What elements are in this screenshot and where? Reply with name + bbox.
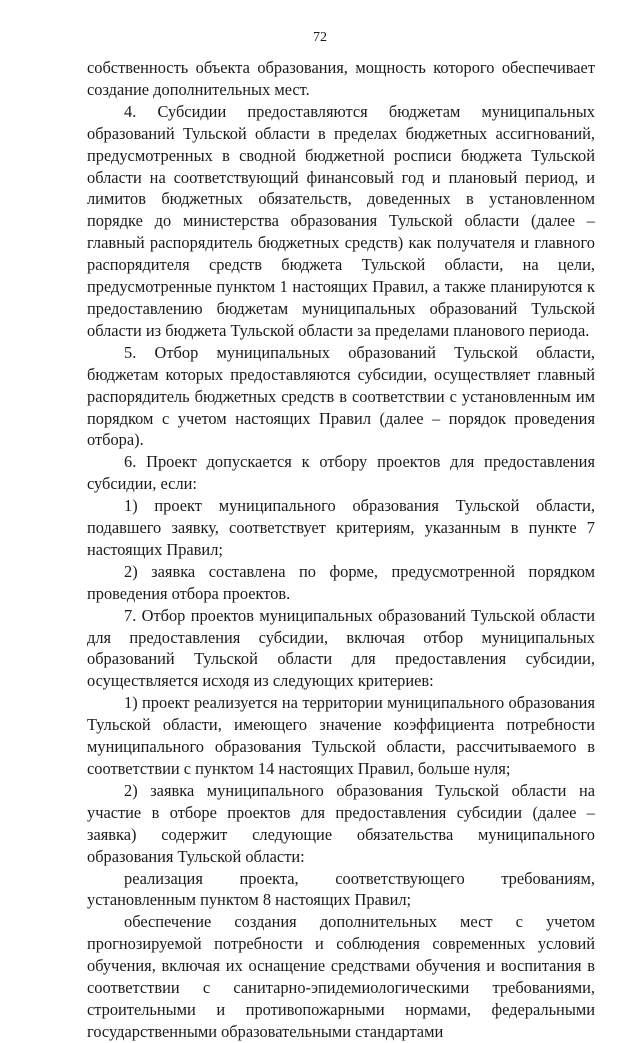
paragraph-item-5: 5. Отбор муниципальных образований Тульской области, бюджетам которых предоставляются субсидии, осуществляет главный распорядитель бюджетных средств в соответствии с установленным им порядком с учетом настоящих Правил (далее – порядок проведения отбора).: [87, 342, 595, 450]
paragraph-item-6: 6. Проект допускается к отбору проектов для предоставления субсидии, если:: [87, 452, 595, 494]
paragraph-item-7: 7. Отбор проектов муниципальных образований Тульской области для предоставления субсидии, включая отбор муниципальных образований Тульской области для предоставления субсидии, осуществляется исходя из следующих критериев:: [87, 605, 595, 691]
paragraph-item-6-1: 1) проект муниципального образования Тульской области, подавшего заявку, соответствует критериям, указанным в пункте 7 настоящих Правил;: [87, 496, 595, 559]
paragraph-item-6-2: 2) заявка составлена по форме, предусмотренной порядком проведения отбора проектов.: [87, 561, 595, 603]
paragraph-continuation: собственность объекта образования, мощность которого обеспечивает создание дополнительных мест.: [87, 58, 595, 99]
paragraph-obligation-1: реализация проекта, соответствующего требованиям, установленным пунктом 8 настоящих Правил;: [87, 868, 595, 910]
document-body: [87, 57, 595, 1043]
page-number: 72: [313, 30, 327, 45]
paragraph-item-4: 4. Субсидии предоставляются бюджетам муниципальных образований Тульской области в пределах бюджетных ассигнований, предусмотренных в сводной бюджетной росписи бюджета Тульской области на соответствующий финансовый год и плановый период, и лимитов бюджетных обязательств, доведенных в установленном порядке до министерства образования Тульской области (далее – главный распорядитель бюджетных средств) как получателя и главного распорядителя средств бюджета Тульской области, на цели, предусмотренные пунктом 1 настоящих Правил, а также планируются к предоставлению бюджетам муниципальных образований Тульской области из бюджета Тульской области за пределами планового периода.: [87, 101, 595, 340]
paragraph-item-7-1: 1) проект реализуется на территории муниципального образования Тульской области, имеющего значение коэффициента потребности муниципального образования Тульской области, рассчитываемого в соответствии с пунктом 14 настоящих Правил, больше нуля;: [87, 693, 595, 778]
paragraph-item-7-2: 2) заявка муниципального образования Тульской области на участие в отборе проектов для предоставления субсидии (далее – заявка) содержит следующие обязательства муниципального образования Тульской области:: [87, 780, 595, 866]
paragraph-obligation-2: обеспечение создания дополнительных мест с учетом прогнозируемой потребности и соблюдения современных условий обучения, включая их оснащение средствами обучения и воспитания в соответствии с санитарно-эпидемиологическими требованиями, строительными и противопожарными нормами, федеральными государственными образовательными стандартами: [87, 912, 595, 1041]
